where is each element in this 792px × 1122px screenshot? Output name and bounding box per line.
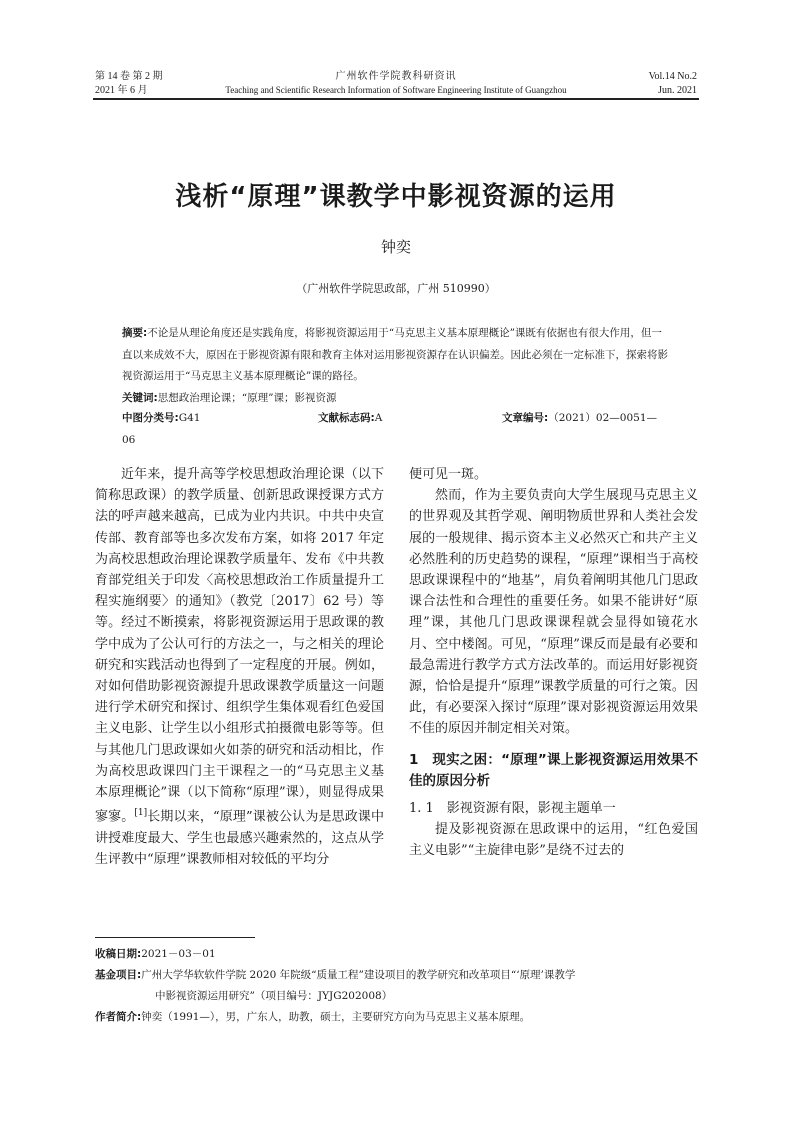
header-journal-cn: 广州软件学院教科研资讯: [335, 71, 457, 82]
subsection-heading: 1. 1 影视资源有限，影视主题单一: [409, 800, 616, 816]
section-heading: 1 现实之困：“原理”课上影视资源运用效果不佳的原因分析: [409, 751, 698, 789]
fund: [95, 965, 695, 986]
header-volume-en: Vol.14 No.2: [648, 71, 697, 82]
paragraph: [95, 464, 384, 870]
paragraph: 提及影视资源在思政课中的运用，“红色爱国主义电影”“主旋律电影”是绕不过去的: [409, 821, 698, 858]
keywords-label: 关键词:: [122, 391, 158, 404]
bio-label: 作者简介:: [95, 1011, 142, 1023]
doc-code-label: 文献标志码:: [318, 412, 375, 424]
article-author: 钟奕: [380, 238, 411, 256]
abstract-block: [122, 323, 670, 409]
received-label: 收稿日期:: [95, 948, 142, 960]
paragraph-text: 近年来，提升高等学校思想政治理论课（以下简称思政课）的教学质量、创新思政课授课方式方法的呼声越来越高，已成为业内共识。中共中央宣传部、教育部等也多次发布方案，如将 2017 年定为高校思想政治理论课教学质量年、发布《中共教育部党组关于印发〈高校思想政治工作质量提升工程实施纲要〉的通知》（教党〔2017〕62 号）等等。经过不断摸索，将影视资源运用于思政课的教学中成为了公认可行的方法之一，与之相关的理论研究和实践活动也得到了一定程度的开展。例如，对如何借助影视资源提升思政课教学质量这一问题进行学术研究和探讨、组织学生集体观看红色爱国主义电影、让学生以小组形式拍摄微电影等等。但与其他几门思政课如火如荼的研究和活动相比，作为高校思政课四门主干课程之一的“马克思主义基本原理概论”课（以下简称“原理”课），则显得成果寥寥。: [95, 467, 384, 825]
left-column: [95, 464, 384, 870]
header-date-cn: 2021 年 6 月: [95, 85, 148, 96]
citation: [1]: [134, 808, 148, 819]
fund-line-2: 中影视资源运用研究”（项目编号：JYJG202008）: [155, 990, 393, 1002]
abstract-text: 不论是从理论角度还是实践角度，将影视资源运用于“马克思主义基本原理概论”课既有依据也有很大作用，但一直以来成效不大，原因在于影视资源有限和教育主体对运用影视资源存在认识偏差。因此必须在一定标准下，探索将影视资源运用于“马克思主义基本原理概论”课的路径。: [122, 327, 668, 382]
clc-value: G41: [178, 412, 201, 424]
article-title: 浅析“原理”课教学中影视资源的运用: [175, 182, 617, 212]
header-rule: [93, 98, 699, 100]
footnote-rule: [95, 937, 255, 938]
abstract-label: 摘要:: [122, 327, 148, 339]
paragraph: 然而，作为主要负责向大学生展现马克思主义的世界观及其哲学观、阐明物质世界和人类社会发展的一般规律、揭示资本主义必然灭亡和共产主义必然胜利的历史趋势的课程，“原理”课相当于高校思政课课程中的“地基”，肩负着阐明其他几门思政课合法性和合理性的重要任务。如果不能讲好“原理”课，其他几门思政课课程就会显得如镜花水月、空中楼阁。可见，“原理”课反而是最有必要和最急需进行教学方式方法改革的。而运用好影视资源，恰恰是提升“原理”课教学质量的可行之策。因此，有必要深入探讨“原理”课对影视资源运用效果不佳的原因并制定相关对策。: [409, 488, 698, 737]
paragraph-tail: 长期以来，“原理”课被公认为是思政课中讲授难度最大、学生也最感兴趣索然的，这点从学生评教中“原理”课教师相对较低的平均分: [95, 809, 384, 867]
article-number-value: （2021）02—0051—06: [122, 412, 658, 446]
bio-text: 钟奕（1991—），男，广东人，助教，硕士，主要研究方向为马克思主义基本原理。: [141, 1011, 531, 1023]
right-column: [409, 464, 698, 861]
header-date-en: Jun. 2021: [658, 85, 697, 96]
paragraph-continued: 便可见一斑。: [409, 467, 488, 482]
clc-label: 中图分类号:: [122, 412, 179, 424]
fund-label: 基金项目:: [95, 969, 142, 981]
author-bio: [95, 1007, 695, 1028]
article-affiliation: （广州软件学院思政部，广州 510990）: [296, 282, 496, 295]
keywords-text: 思想政治理论课；“原理”课；影视资源: [157, 391, 337, 404]
received-date: [95, 944, 695, 965]
doc-code-value: A: [374, 412, 383, 424]
article-number-label: 文章编号:: [502, 412, 549, 424]
article-number: [122, 408, 670, 451]
footnote-block: [95, 944, 695, 1028]
fund-line-1: 广州大学华软软件学院 2020 年院级“质量工程”建设项目的教学研究和改革项目“‘原理’课教学: [141, 969, 576, 981]
header-volume-cn: 第 14 卷 第 2 期: [95, 71, 163, 82]
header-journal-en: Teaching and Scientific Research Information of Software Engineering Institute of Guangzhou: [225, 85, 567, 95]
keywords: [122, 388, 670, 410]
received-value: 2021－03－01: [141, 948, 216, 960]
abstract: [122, 323, 670, 388]
